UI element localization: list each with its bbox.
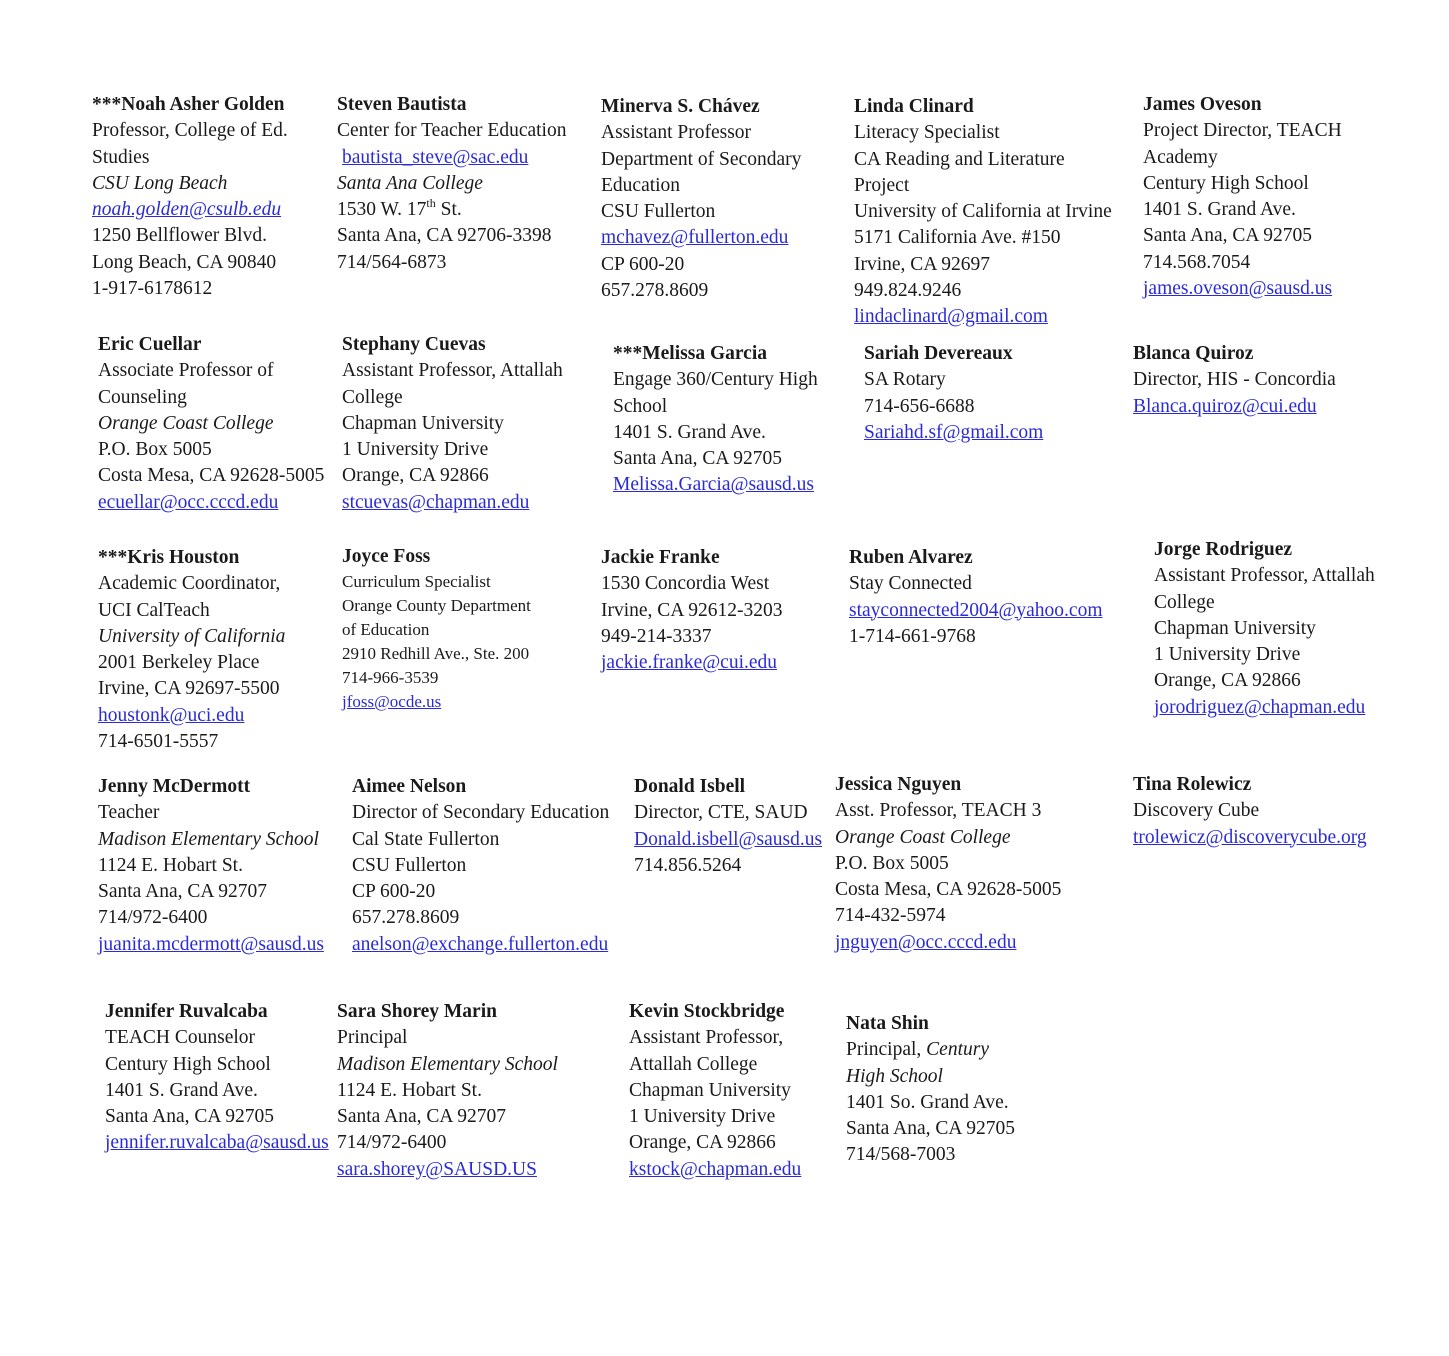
contact-name: James Oveson	[1143, 94, 1262, 115]
contact-phone: 949-214-3337	[601, 625, 712, 647]
contact-email-link[interactable]: jnguyen@occ.cccd.edu	[835, 931, 1017, 953]
contact-line: Costa Mesa, CA 92628-5005	[835, 879, 1062, 901]
contact-phone: 714-6501-5557	[98, 731, 219, 753]
street-superscript: th	[426, 195, 436, 210]
contact-line: Director, HIS - Concordia	[1133, 369, 1336, 391]
contact-title-line	[846, 1037, 1015, 1063]
contact-email-link[interactable]: stayconnected2004@yahoo.com	[849, 599, 1103, 621]
contact-name: Sara Shorey Marin	[337, 1001, 497, 1022]
contact-card-jenny-mcdermott	[98, 774, 324, 958]
contact-name: ***Melissa Garcia	[613, 343, 767, 364]
contact-name: Minerva S. Chávez	[601, 96, 760, 117]
contact-street	[337, 197, 566, 223]
contact-line: Stay Connected	[849, 573, 972, 595]
contact-line: 2910 Redhill Ave., Ste. 200	[342, 644, 530, 663]
contact-line: Academy	[1143, 146, 1218, 168]
contact-email-link[interactable]: juanita.mcdermott@sausd.us	[98, 933, 324, 955]
contact-name: Steven Bautista	[337, 94, 467, 115]
contact-line: Orange County Department	[342, 596, 531, 615]
contact-institution: Orange Coast College	[835, 826, 1011, 848]
contact-line: Santa Ana, CA 92705	[1143, 225, 1312, 247]
contact-line: Assistant Professor	[601, 122, 752, 144]
contact-phone: 714/564-6873	[337, 251, 447, 273]
contact-phone: 1-714-661-9768	[849, 625, 976, 647]
contact-line: 1401 S. Grand Ave.	[1143, 199, 1296, 221]
contact-name: Jennifer Ruvalcaba	[105, 1001, 268, 1022]
contact-line: Santa Ana, CA 92705	[105, 1106, 274, 1128]
contact-card-melissa-garcia	[613, 341, 818, 499]
contact-line: Century High School	[105, 1053, 271, 1075]
contact-card-jorge-rodriguez	[1154, 537, 1375, 721]
contact-phone: 657.278.8609	[352, 907, 460, 929]
contact-line: Santa Ana, CA 92707	[337, 1106, 506, 1128]
contact-line: Cal State Fullerton	[352, 828, 500, 850]
contact-line: 1401 So. Grand Ave.	[846, 1091, 1009, 1113]
contact-phone: 1-917-6178612	[92, 278, 213, 300]
contact-line: Santa Ana, CA 92705	[613, 448, 782, 470]
contact-card-kevin-stockbridge	[629, 999, 801, 1183]
contact-line: Principal	[337, 1027, 408, 1049]
contact-line: CSU Fullerton	[601, 201, 716, 223]
contact-phone: 949.824.9246	[854, 280, 962, 302]
contact-line: Director of Secondary Education	[352, 802, 610, 824]
contact-line: Long Beach, CA 90840	[92, 251, 277, 273]
contact-name: Jorge Rodriguez	[1154, 539, 1293, 560]
contact-card-aimee-nelson	[352, 774, 609, 958]
contact-line: Santa Ana, CA 92707	[98, 881, 267, 903]
contact-card-joyce-foss	[342, 544, 531, 714]
contact-line: Asst. Professor, TEACH 3	[835, 800, 1042, 822]
contact-line: of Education	[342, 620, 430, 639]
contact-email-link[interactable]: noah.golden@csulb.edu	[92, 199, 282, 221]
contact-line: UCI CalTeach	[98, 599, 210, 621]
contact-line: 2001 Berkeley Place	[98, 652, 260, 674]
contact-phone: 657.278.8609	[601, 280, 709, 302]
contact-line: Assistant Professor, Attallah	[1154, 565, 1375, 587]
contact-line: Chapman University	[629, 1079, 791, 1101]
contact-name: Nata Shin	[846, 1013, 929, 1034]
street-prefix: 1530 W. 17	[337, 199, 427, 221]
contact-line: CSU Fullerton	[352, 854, 467, 876]
contact-card-sara-shorey-marin	[337, 999, 558, 1183]
contact-phone: 714/972-6400	[98, 907, 208, 929]
contact-email-link[interactable]: jennifer.ruvalcaba@sausd.us	[105, 1132, 329, 1154]
contact-line: Chapman University	[1154, 617, 1316, 639]
contact-line: Costa Mesa, CA 92628-5005	[98, 465, 325, 487]
contact-email-link[interactable]: jorodriguez@chapman.edu	[1154, 696, 1366, 718]
contact-line: 1530 Concordia West	[601, 573, 770, 595]
contact-email-link[interactable]: mchavez@fullerton.edu	[601, 227, 789, 249]
contact-line: College	[342, 386, 403, 408]
contact-card-ruben-alvarez	[849, 545, 1103, 650]
contact-email-link[interactable]: bautista_steve@sac.edu	[342, 146, 529, 168]
contact-email-link[interactable]: james.oveson@sausd.us	[1143, 278, 1333, 300]
contact-line: 5171 California Ave. #150	[854, 227, 1061, 249]
contact-line: P.O. Box 5005	[98, 439, 212, 461]
contact-line: 1250 Bellflower Blvd.	[92, 225, 267, 247]
contact-name: ***Kris Houston	[98, 547, 240, 568]
contact-line: Curriculum Specialist	[342, 572, 491, 591]
contact-line: Attallah College	[629, 1053, 758, 1075]
contact-line: 1401 S. Grand Ave.	[105, 1079, 258, 1101]
contact-phone: 714.568.7054	[1143, 251, 1251, 273]
contact-line: Center for Teacher Education	[337, 120, 567, 142]
contact-line: Counseling	[98, 386, 187, 408]
contact-institution: Orange Coast College	[98, 412, 274, 434]
contact-institution: Madison Elementary School	[337, 1053, 558, 1075]
contact-name: Jessica Nguyen	[835, 774, 962, 795]
contact-line: Irvine, CA 92612-3203	[601, 599, 783, 621]
contact-name: Jackie Franke	[601, 547, 720, 568]
contact-name: Aimee Nelson	[352, 776, 467, 797]
contact-name: Sariah Devereaux	[864, 343, 1013, 364]
contact-line: SA Rotary	[864, 369, 946, 391]
contact-line: Century High School	[1143, 172, 1309, 194]
contact-line: Engage 360/Century High	[613, 369, 818, 391]
contact-line: Project	[854, 174, 910, 196]
contact-name: Kevin Stockbridge	[629, 1001, 785, 1022]
contact-card-james-oveson	[1143, 92, 1342, 302]
contact-email-link[interactable]: Sariahd.sf@gmail.com	[864, 421, 1044, 443]
contact-name: Jenny McDermott	[98, 776, 251, 797]
contact-institution: University of California	[98, 625, 286, 647]
contact-line: University of California at Irvine	[854, 201, 1112, 223]
contact-line: Assistant Professor,	[629, 1027, 784, 1049]
contact-line: 1401 S. Grand Ave.	[613, 421, 766, 443]
contact-line: 1124 E. Hobart St.	[98, 854, 243, 876]
contact-line: Associate Professor of	[98, 360, 274, 382]
contact-line: Assistant Professor, Attallah	[342, 360, 563, 382]
contact-line: Orange, CA 92866	[629, 1132, 776, 1154]
contact-institution: High School	[846, 1065, 943, 1087]
contact-name: Ruben Alvarez	[849, 547, 973, 568]
contact-email-link[interactable]: jfoss@ocde.us	[342, 692, 442, 711]
contact-line: 1 University Drive	[1154, 644, 1301, 666]
contact-phone: 714/972-6400	[337, 1132, 447, 1154]
contact-line: Studies	[92, 146, 150, 168]
contact-line: School	[613, 395, 668, 417]
contact-email-link[interactable]: lindaclinard@gmail.com	[854, 306, 1048, 328]
contact-line: 1124 E. Hobart St.	[337, 1079, 482, 1101]
contact-email-link[interactable]: Donald.isbell@sausd.us	[634, 828, 823, 850]
contact-email-link[interactable]: kstock@chapman.edu	[629, 1158, 802, 1180]
contact-institution: Century	[926, 1039, 989, 1061]
contact-name: Tina Rolewicz	[1133, 774, 1252, 795]
contact-card-tina-rolewicz	[1133, 772, 1367, 851]
contact-line: Department of Secondary	[601, 148, 802, 170]
contact-line: CP 600-20	[352, 881, 436, 903]
contact-line: 1 University Drive	[629, 1106, 776, 1128]
contact-line: Irvine, CA 92697-5500	[98, 678, 280, 700]
contact-line: Orange, CA 92866	[342, 465, 489, 487]
contact-line: Literacy Specialist	[854, 122, 1000, 144]
contact-email-link[interactable]: anelson@exchange.fullerton.edu	[352, 933, 609, 955]
contact-line: Discovery Cube	[1133, 800, 1260, 822]
contact-phone: 714-656-6688	[864, 395, 975, 417]
contact-phone: 714/568-7003	[846, 1144, 956, 1166]
contact-institution: CSU Long Beach	[92, 172, 228, 194]
contact-name: Linda Clinard	[854, 96, 974, 117]
contact-card-jennifer-ruvalcaba	[105, 999, 329, 1157]
contact-line: CA Reading and Literature	[854, 148, 1065, 170]
contact-card-noah-golden	[92, 92, 288, 302]
contact-card-linda-clinard	[854, 94, 1112, 331]
contact-line: Education	[601, 174, 681, 196]
contact-card-steven-bautista	[337, 92, 566, 276]
contact-institution: Madison Elementary School	[98, 828, 319, 850]
contact-email-link[interactable]: Melissa.Garcia@sausd.us	[613, 474, 814, 496]
contact-line: CP 600-20	[601, 253, 685, 275]
contact-line: Santa Ana, CA 92706-3398	[337, 225, 552, 247]
contact-line: TEACH Counselor	[105, 1027, 256, 1049]
contact-email-link[interactable]: jackie.franke@cui.edu	[601, 652, 778, 674]
contact-line: Director, CTE, SAUD	[634, 802, 808, 824]
contact-card-nata-shin	[846, 1011, 1015, 1169]
contact-phone: 714.856.5264	[634, 854, 742, 876]
contact-line: Professor, College of Ed.	[92, 120, 288, 142]
contact-institution: Santa Ana College	[337, 172, 483, 194]
contact-line: Project Director, TEACH	[1143, 120, 1342, 142]
contact-card-eric-cuellar	[98, 332, 324, 516]
contact-line: Academic Coordinator,	[98, 573, 281, 595]
contact-card-sariah-devereaux	[864, 341, 1043, 446]
contact-email-link[interactable]: sara.shorey@SAUSD.US	[337, 1158, 537, 1180]
contact-card-stephany-cuevas	[342, 332, 563, 516]
contact-email-link[interactable]: stcuevas@chapman.edu	[342, 491, 530, 513]
contact-card-jackie-franke	[601, 545, 782, 676]
contact-email-link[interactable]: ecuellar@occ.cccd.edu	[98, 491, 279, 513]
contact-phone: 714-432-5974	[835, 905, 946, 927]
contact-card-kris-houston	[98, 545, 285, 755]
contact-email-link[interactable]: trolewicz@discoverycube.org	[1133, 826, 1367, 848]
contact-line: Irvine, CA 92697	[854, 253, 990, 275]
contact-line: Santa Ana, CA 92705	[846, 1118, 1015, 1140]
contact-line: P.O. Box 5005	[835, 852, 949, 874]
contact-card-blanca-quiroz	[1133, 341, 1336, 420]
contact-card-donald-isbell	[634, 774, 822, 879]
street-suffix: St.	[435, 199, 462, 221]
contact-title-prefix: Principal,	[846, 1039, 927, 1061]
contact-line: Teacher	[98, 802, 160, 824]
contact-card-jessica-nguyen	[835, 772, 1061, 956]
contact-card-minerva-chavez	[601, 94, 801, 304]
contact-email-link[interactable]: houstonk@uci.edu	[98, 704, 245, 726]
contact-email-link[interactable]: Blanca.quiroz@cui.edu	[1133, 395, 1317, 417]
contact-phone: 714-966-3539	[342, 668, 439, 687]
contact-name: Joyce Foss	[342, 546, 431, 567]
contact-line: 1 University Drive	[342, 439, 489, 461]
contact-name: Eric Cuellar	[98, 334, 202, 355]
contact-name: Donald Isbell	[634, 776, 746, 797]
contact-name: Blanca Quiroz	[1133, 343, 1254, 364]
contact-name: Stephany Cuevas	[342, 334, 486, 355]
contact-line: College	[1154, 591, 1215, 613]
contact-line: Orange, CA 92866	[1154, 670, 1301, 692]
contact-line: Chapman University	[342, 412, 504, 434]
contact-name: ***Noah Asher Golden	[92, 94, 285, 115]
